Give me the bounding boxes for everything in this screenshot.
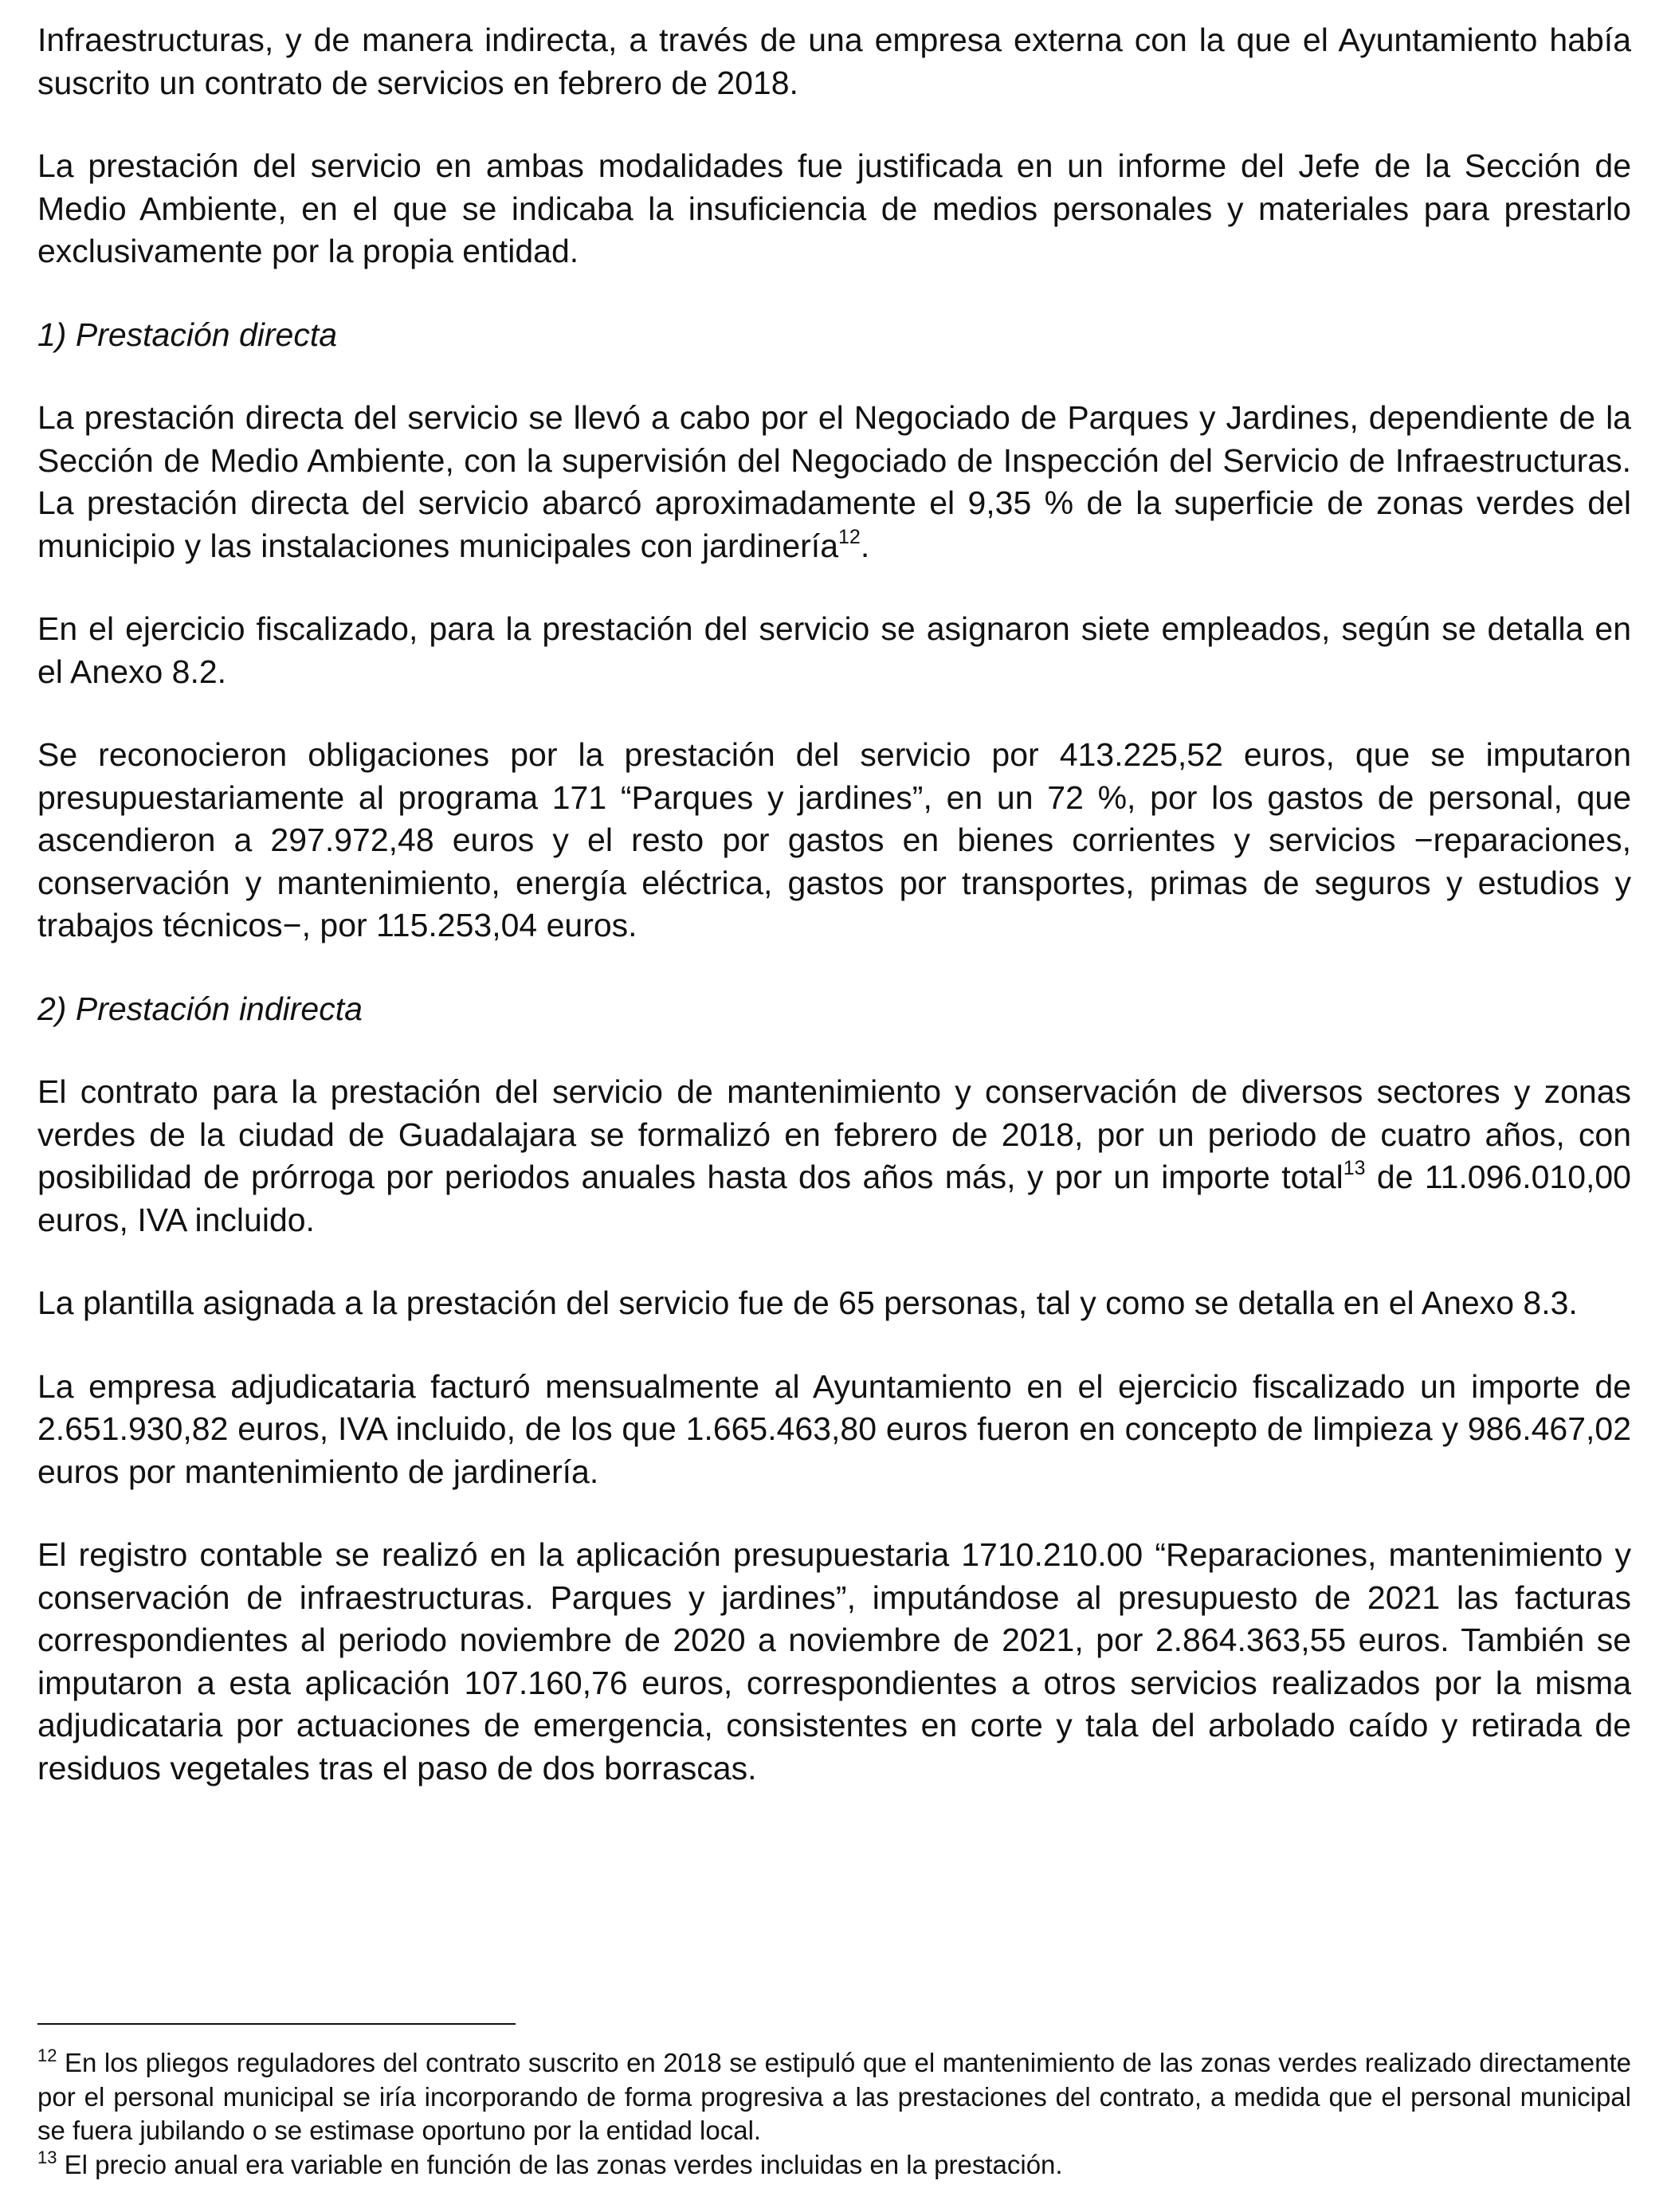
footnote-ref-12[interactable]: 12: [838, 525, 861, 548]
footnote-13: [37, 2148, 1631, 2183]
paragraph-employees: En el ejercicio fiscalizado, para la prestación del servicio se asignaron siete empleados, según se detalla en el Anexo 8.2.: [37, 610, 1631, 690]
paragraph-staff: La plantilla asignada a la prestación del servicio fue de 65 personas, tal y como se detalla en el Anexo 8.3.: [37, 1284, 1578, 1321]
paragraph-intro: Infraestructuras, y de manera indirecta, a través de una empresa externa con la que el Ayuntamiento había suscrito un contrato de servicios en febrero de 2018.: [37, 22, 1631, 101]
paragraph-text-end: .: [860, 527, 870, 564]
footnote-divider: [37, 2023, 516, 2025]
paragraph-direct-service: [37, 397, 1631, 567]
footnote-text: En los pliegos reguladores del contrato suscrito en 2018 se estipuló que el mantenimiento de las zonas verdes realizado directamente por el personal municipal se iría incorporando de forma progresiva a las prestaciones del contrato, a medida que el personal municipal se fuera jubilando o se estimase oportuno por la entidad local.: [37, 2048, 1631, 2145]
section-heading-indirect: 2) Prestación indirecta: [37, 990, 363, 1027]
paragraph-accounting: El registro contable se realizó en la aplicación presupuestaria 1710.210.00 “Reparaciones, mantenimiento y conservación de infraestructuras. Parques y jardines”, imputándose al presupuesto de 2021 las facturas correspondientes al periodo noviembre de 2020 a noviembre de 2021, por 2.864.363,55 euros. También se imputaron a esta aplicación 107.160,76 euros, correspondientes a otros servicios realizados por la misma adjudicataria por actuaciones de emergencia, consistentes en corte y tala del arbolado caído y retirada de residuos vegetales tras el paso de dos borrascas.: [37, 1536, 1631, 1786]
footnote-text: El precio anual era variable en función de las zonas verdes incluidas en la prestación.: [57, 2149, 1063, 2179]
footnote-12: [37, 2046, 1631, 2148]
footnote-ref-13[interactable]: 13: [1343, 1157, 1366, 1179]
section-heading-direct: 1) Prestación directa: [37, 316, 338, 353]
footnote-number: 12: [37, 2045, 57, 2065]
paragraph-obligations: Se reconocieron obligaciones por la prestación del servicio por 413.225,52 euros, que se imputaron presupuestariamente al programa 171 “Parques y jardines”, en un 72 %, por los gastos de personal, que ascendieron a 297.972,48 euros y el resto por gastos en bienes corrientes y servicios −reparaciones, conservación y mantenimiento, energía eléctrica, gastos por transportes, primas de seguros y estudios y trabajos técnicos−, por 115.253,04 euros.: [37, 736, 1631, 943]
paragraph-invoicing: La empresa adjudicataria facturó mensualmente al Ayuntamiento en el ejercicio fiscalizado un importe de 2.651.930,82 euros, IVA incluido, de los que 1.665.463,80 euros fueron en concepto de limpieza y 986.467,02 euros por mantenimiento de jardinería.: [37, 1367, 1631, 1490]
paragraph-text-end: de 11.096.010,00 euros, IVA incluido.: [37, 1159, 1631, 1238]
document-body: [37, 19, 1631, 1790]
paragraph-text: El contrato para la prestación del servicio de mantenimiento y conservación de diversos sectores y zonas verdes de la ciudad de Guadalajara se formalizó en febrero de 2018, por un periodo de cuatro años, con posibilidad de prórroga por periodos anuales hasta dos años más, y por un importe total: [37, 1073, 1631, 1195]
paragraph-justification: La prestación del servicio en ambas modalidades fue justificada en un informe del Jefe de la Sección de Medio Ambiente, en el que se indicaba la insuficiencia de medios personales y materiales para prestarlo exclusivamente por la propia entidad.: [37, 147, 1631, 269]
paragraph-contract: [37, 1071, 1631, 1241]
footnotes: [37, 2046, 1631, 2182]
footnote-number: 13: [37, 2147, 57, 2167]
paragraph-text: La prestación directa del servicio se llevó a cabo por el Negociado de Parques y Jardines, dependiente de la Sección de Medio Ambiente, con la supervisión del Negociado de Inspección del Servicio de Infraestructuras. La prestación directa del servicio abarcó aproximadamente el 9,35 % de la superficie de zonas verdes del municipio y las instalaciones municipales con jardinería: [37, 399, 1631, 564]
